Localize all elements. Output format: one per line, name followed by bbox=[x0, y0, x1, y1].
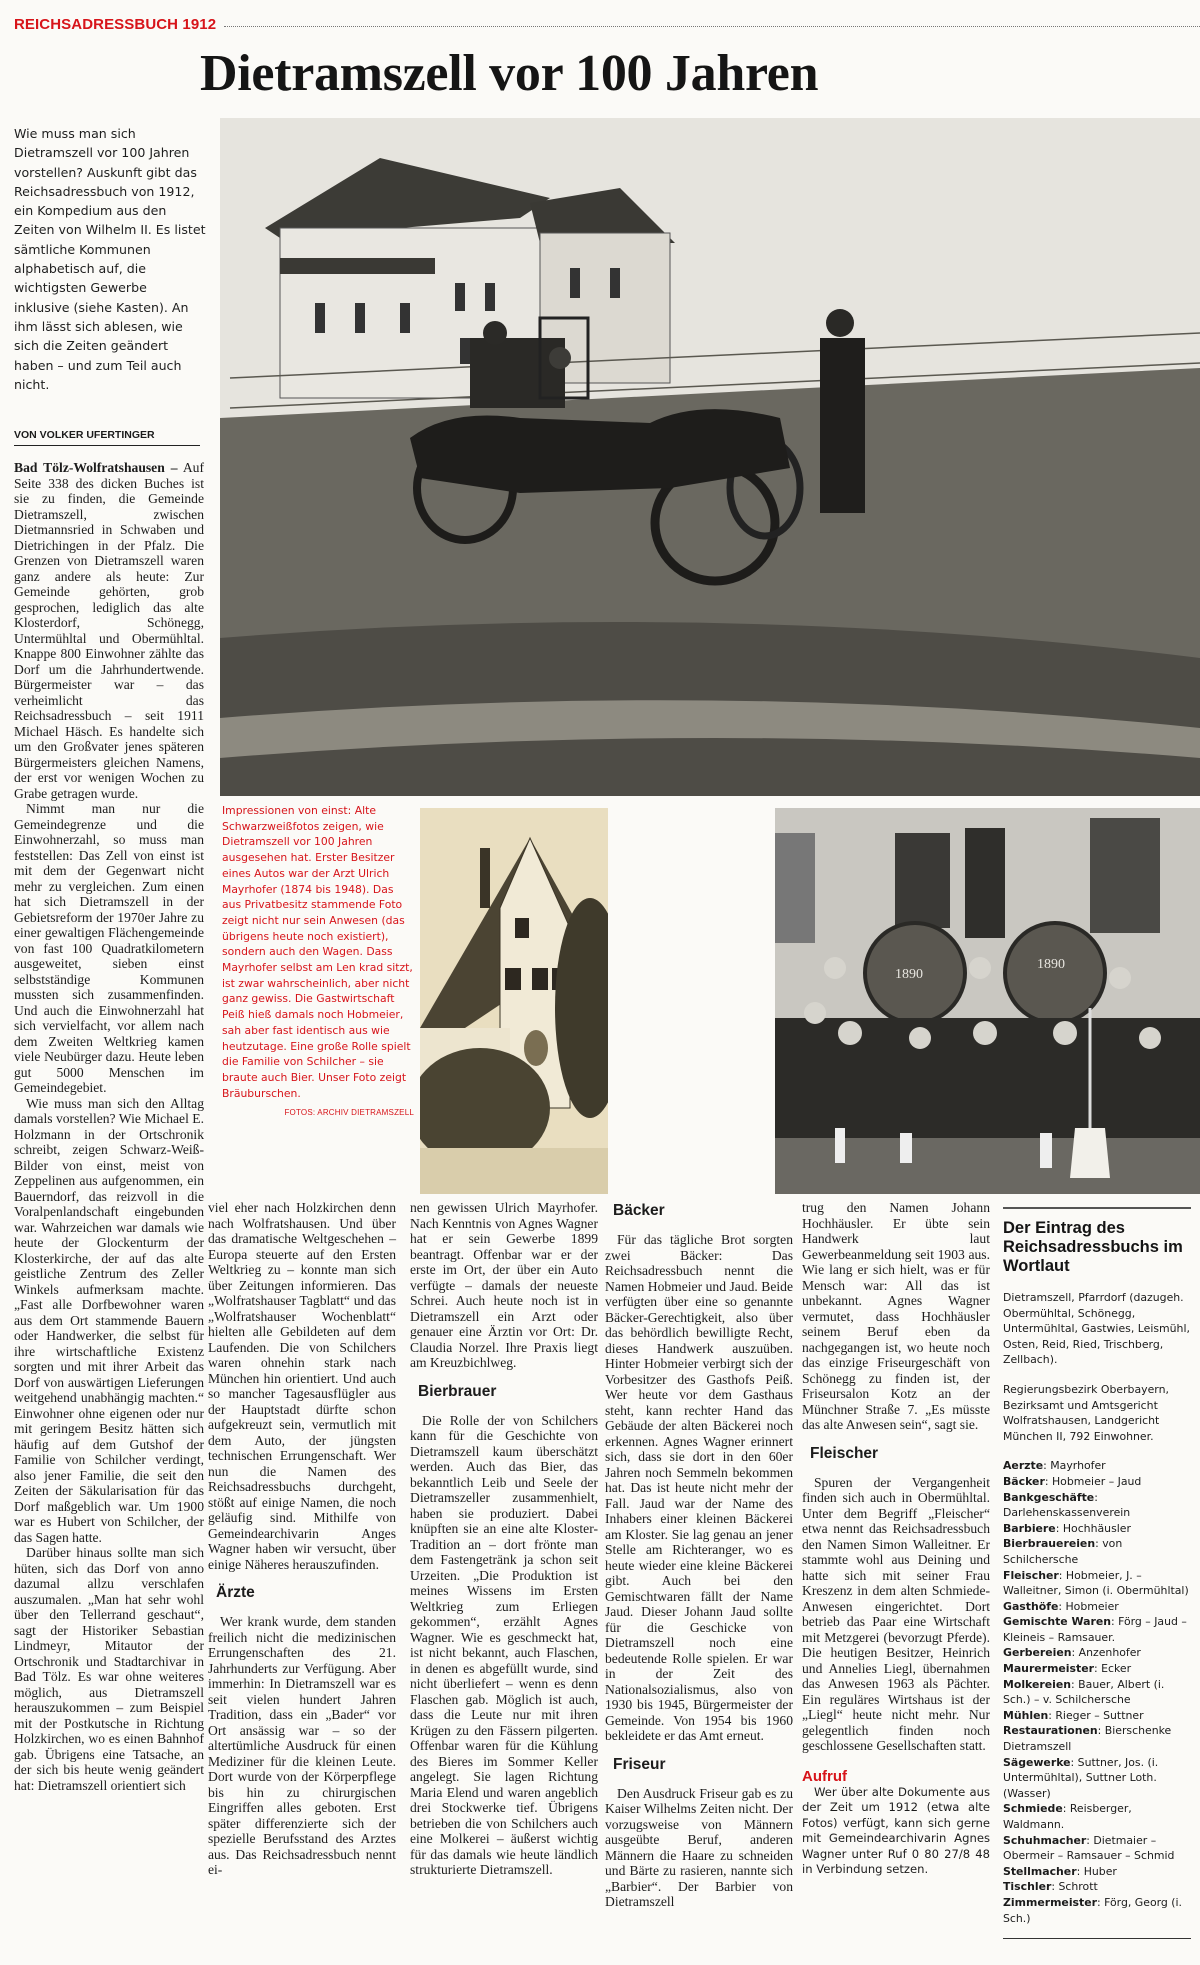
trade-entry: Molkereien: Bauer, Albert (i. Sch.) – v. Schilchersche bbox=[1003, 1677, 1165, 1707]
article-paragraph: trug den Namen Johann Hochhäusler. Er übte sein Handwerk laut Gewerbeanmeldung seit 1903 aus. Wie lang er sich hielt, was er für Mensch war: All das ist unbekannt. Agnes Wagner vermutet, dass Hochhäusler seinem Beruf eben da nachgegangen ist, wo heute noch das einzige Friseurgeschäft von Schönegg zu finden ist, der Friseursalon Kotz an der Münchner Straße 7. „Es müsste das alte Anwesen sein“, sagt sie. bbox=[802, 1200, 990, 1432]
trade-names: Förg, Georg (i. Sch.) bbox=[1003, 1895, 1183, 1925]
trade-name: Aerzte bbox=[1003, 1459, 1044, 1473]
trade-entry: Bankgeschäfte: Darlehenskassenverein bbox=[1003, 1490, 1131, 1520]
trade-name: Schuhmacher bbox=[1003, 1833, 1087, 1847]
subhead-fleischer: Fleischer bbox=[810, 1444, 879, 1462]
trade-names: Hobmeier bbox=[1065, 1599, 1119, 1613]
subhead-aerzte: Ärzte bbox=[216, 1584, 255, 1601]
trade-entry: Bierbrauereien: von Schilchersche bbox=[1003, 1537, 1123, 1566]
trade-name: Tischler bbox=[1003, 1880, 1052, 1894]
trade-names: Hobmeier – Jaud bbox=[1051, 1474, 1142, 1488]
gasthaus-photo-icon bbox=[420, 808, 608, 1194]
byline: VON VOLKER UFERTINGER bbox=[14, 429, 200, 446]
brewery-workers-photo-icon bbox=[775, 808, 1200, 1194]
trade-entry: Schuhmacher: Dietmaier – Obermeir – Ramsauer – Schmid bbox=[1003, 1833, 1175, 1863]
lead-teaser: Wie muss man sich Dietramszell vor 100 Jahren vorstellen? Auskunft gibt das Reichsadressbuch von 1912, ein Kompedium aus den Zeiten von Wilhelm II. Es listet sämtliche Kommunen alphabetisch auf, die wichtigsten Gewerbe inklusive (siehe Kasten). An ihm lässt sich ablesen, wie sich die Zeiten geändert haben – und zum Teil auch nicht. bbox=[14, 126, 206, 392]
photo-caption bbox=[222, 803, 414, 1121]
kicker-label: REICHSADRESSBUCH 1912 bbox=[14, 15, 217, 33]
trade-entry: Maurermeister: Ecker bbox=[1003, 1662, 1132, 1676]
article-paragraph bbox=[14, 460, 204, 801]
headline: Dietramszell vor 100 Jahren bbox=[200, 45, 819, 102]
trade-entry: Gerbereien: Anzenhofer bbox=[1003, 1646, 1141, 1660]
trade-entry: Restaurationen: Bierschenke Dietramszell bbox=[1003, 1724, 1172, 1754]
trade-entry: Schmiede: Reisberger, Waldmann. bbox=[1003, 1802, 1132, 1831]
article-column-4 bbox=[605, 1200, 793, 1910]
article-paragraph: Wie muss man sich den Alltag damals vorstellen? Wie Michael E. Holzmann in der Ortschronik schreibt, zeigen Schwarz-Weiß-Bilder von einst, meist von Zeppelinen aus aufgenommen, ein Bauerndorf, das reizvoll in die Voralpenlandschaft eingebunden war. Wahrzeichen war damals wie heute der Glockenturm der Klosterkirche, der auf das alte geistliche Zentrum des Zeller Winkels aufmerksam machte. „Fast alle Dorfbewohner waren aus dem Ort stammende Bauern oder Handwerker, die selbst für ihre wirtschaftliche Existenz sorgten und mit ihrer Arbeit das Dorf von auswärtigen Lieferungen weitgehend unabhängig machten.“ Einwohner ohne eigenen oder nur mit geringem Besitz hätten sich häufig auf dem Gutshof der Familie von Schilcher verdingt, also jener Familie, die seit den Zeiten der Säkularisation für das Dorf maßgeblich war. Um 1900 war es Hubert von Schilcher, der das Sagen hatte. bbox=[14, 1095, 204, 1545]
villa-car-photo-icon bbox=[220, 118, 1200, 796]
trade-entry: Barbiere: Hochhäusler bbox=[1003, 1521, 1131, 1535]
sidebar-box bbox=[1003, 1207, 1191, 1939]
trade-name: Gemischte Waren bbox=[1003, 1615, 1111, 1629]
trade-names: Dietmaier – Obermeir – Ramsauer – Schmid bbox=[1003, 1833, 1175, 1863]
trade-entry: Stellmacher: Huber bbox=[1003, 1864, 1117, 1878]
trade-entry: Fleischer: Hobmeier, J. – Walleitner, Simon (i. Obermühltal) bbox=[1003, 1568, 1189, 1598]
trade-names: Hobmeier, J. – Walleitner, Simon (i. Obermühltal) bbox=[1003, 1568, 1189, 1598]
trade-name: Gerbereien bbox=[1003, 1646, 1072, 1660]
trade-names: von Schilchersche bbox=[1003, 1537, 1123, 1566]
trade-names: Bierschenke Dietramszell bbox=[1003, 1724, 1172, 1754]
trade-entry: Mühlen: Rieger – Suttner bbox=[1003, 1708, 1144, 1722]
trade-names: Rieger – Suttner bbox=[1055, 1708, 1144, 1722]
trade-name: Mühlen bbox=[1003, 1708, 1049, 1722]
subhead-bierbrauer: Bierbrauer bbox=[418, 1382, 497, 1400]
trade-names: Reisberger, Waldmann. bbox=[1003, 1802, 1132, 1831]
sidebar-paragraph: Dietramszell, Pfarrdorf (dazugeh. Obermühltal, Schönegg, Untermühltal, Gastwies, Leismühl, Osten, Reid, Ried, Trischberg, Zellbach). bbox=[1003, 1291, 1190, 1367]
article-paragraph: Für das tägliche Brot sorgten zwei Bäcker: Das Reichsadressbuch nennt die Namen Hobmeier und Jaud. Beide verfügten über eine so genannte Bäcker-Gerechtigkeit, also über das behördlich bewilligte Recht, dieses Handwerk auszuüben. Hinter Hobmeier verbirgt sich der Vorbesitzer des Gasthofs Peiß. Wer heute vor dem Gasthaus steht, kann rechter Hand das Gebäude der alten Bäckerei noch erkennen. Agnes Wagner erinnert sich, dass sie dort in den 60er Jahren noch Semmeln bekommen hat. Das ist heute nicht mehr der Fall. Jaud war der Name des Inhabers einer kleinen Bäckerei am Kloster. Sie lag genau an jener Stelle am Richteranger, wo es heute wieder eine kleine Bäckerei gibt. Auch bei den Gemischtwaren fällt der Name Jaud. Dieser Johann Jaud sollte für die Geschicke von Dietramszell noch eine bedeutende Rolle spielen. Er war in der Zeit des Nationalsozialismus, also von 1930 bis 1945, Bürgermeister der Gemeinde. Von 1954 bis 1960 bekleidete er das Amt erneut. bbox=[605, 1232, 793, 1743]
trade-entry: Aerzte: Mayrhofer bbox=[1003, 1459, 1106, 1473]
aufruf-title: Aufruf bbox=[802, 1767, 847, 1785]
article-column-2 bbox=[208, 1200, 396, 1878]
trade-name: Gasthöfe bbox=[1003, 1599, 1059, 1613]
sidebar-title: Der Eintrag des Reichsadressbuchs im Wortlaut bbox=[1003, 1219, 1183, 1275]
article-column-3 bbox=[410, 1200, 598, 1878]
caption-text: Impressionen von einst: Alte Schwarzweißfotos zeigen, wie Dietramszell vor 100 Jahren ausgesehen hat. Erster Besitzer eines Autos war der Arzt Ulrich Mayrhofer (1874 bis 1948). Das aus Privatbesitz stammende Foto zeigt nicht nur sein Anwesen (das übrigens heute noch existiert), sondern auch den Wagen. Dass Mayrhofer selbst am Len krad sitzt, ist zwar wahrscheinlich, aber nicht ganz gewiss. Die Gastwirtschaft Peiß hieß damals noch Hobmeier, sah aber fast identisch aus wie heutzutage. Eine große Rolle spielt die Familie von Schilcher – sie braute auch Bier. Unser Foto zeigt Bräuburschen. bbox=[222, 804, 413, 1100]
trade-name: Bankgeschäfte bbox=[1003, 1490, 1095, 1504]
trade-list bbox=[1003, 1458, 1191, 1926]
trade-name: Schmiede bbox=[1003, 1802, 1063, 1816]
trade-names: Darlehenskassenverein bbox=[1003, 1506, 1131, 1520]
article-paragraph: nen gewissen Ulrich Mayrhofer. Nach Kenntnis von Agnes Wagner hat er sein Gewerbe 1899 beantragt. Offenbar war er der erste im Ort, der über ein Auto verfügte – damals der neueste Schrei. Auch heute noch ist in Dietramszell ein Arzt oder genauer eine Ärztin vor Ort: Dr. Claudia Norzel. Ihre Praxis liegt am Kreuzbichlweg. bbox=[410, 1200, 598, 1370]
trade-name: Barbiere bbox=[1003, 1521, 1056, 1535]
article-column-1 bbox=[14, 460, 204, 1793]
article-paragraph: Spuren der Vergangenheit finden sich auch in Obermühltal. Unter dem Begriff „Fleischer“ etwa nennt das Reichsadressbuch den Namen Simon Walleitner. Er stammte wohl aus Deining und hatte sich mit seiner Frau Kreszenz in dem alten Schmiede-Anwesen eingerichtet. Dort betrieb das Paar eine Wirtschaft mit Metzgerei (bevorzugt Pferde). Die heutigen Besitzer, Heinrich und Annelies Liegl, übernahmen das Anwesen 1963 als Pächter. Ein reguläres Wirtshaus ist der „Liegl“ heute nicht mehr. Nur gelegentlich finden noch geschlossene Gesellschaften statt. bbox=[802, 1474, 990, 1753]
trade-name: Stellmacher bbox=[1003, 1864, 1077, 1878]
trade-entry: Gasthöfe: Hobmeier bbox=[1003, 1599, 1119, 1613]
subhead-baecker: Bäcker bbox=[613, 1202, 665, 1219]
photo-credit: FOTOS: ARCHIV DIETRAMSZELL bbox=[284, 1108, 414, 1118]
trade-names: Schrott bbox=[1058, 1880, 1098, 1894]
trade-names: Hochhäusler bbox=[1062, 1521, 1131, 1535]
photo-villa-automobile bbox=[220, 118, 1200, 796]
aufruf-text: Wer über alte Dokumente aus der Zeit um 1912 (etwa alte Fotos) verfügt, kann sich gerne mit Gemeindearchivarin Agnes Wagner unter Ruf 0 80 27/8 48 in Verbindung setzen. bbox=[802, 1784, 990, 1876]
photo-braeuburschen bbox=[775, 808, 1200, 1194]
article-paragraph: Wer krank wurde, dem standen freilich nicht die medizinischen Errungenschaften des 21. Jahrhunderts zur Verfügung. Aber immerhin: In Dietramszell war es seit vielen hundert Jahren Tradition, dass ein „Bader“ vor Ort ansässig war – so der altertümliche Ausdruck für einen Mediziner für die kleinen Leute. Dort wurde von der Körperpflege bis hin zu chirurgischen Eingriffen alles geboten. Erst später differenzierte sich der spezielle Berufsstand des Arztes aus. Das Reichsadressbuch nennt ei- bbox=[208, 1614, 396, 1877]
article-paragraph: Die Rolle der von Schilchers kann für die Geschichte von Dietramszell kaum überschätzt werden. Auch das Bier, das bekanntlich Leib und Seele der Dietramszeller zusammenhielt, haben sie produziert. Dabei knüpften sie an eine alte Kloster-Tradition an – dort frönte man dem Fastengetränk ja schon seit Urzeiten. „Die Produktion ist meines Wissens im Ersten Weltkrieg zum Erliegen gekommen“, erzählt Agnes Wagner. Wie es geschmeckt hat, ist nicht bekannt, auch Flaschen, in denen es abgefüllt wurde, sind nicht überliefert – wenn es denn Flaschen gab. Möglich ist auch, dass die Leute nur mit ihren Krügen zu den Fässern pilgerten. Offenbar waren für die Kühlung des Bieres im Sommer Keller angelegt. Sie lagen Richtung Maria Elend und waren angeblich drei Stockwerke tief. Übrigens betrieben die von Schilchers auch eine Molkerei – äußerst wichtig für das damals wie heute ländlich strukturierte Dietramszell. bbox=[410, 1412, 598, 1877]
trade-entry: Sägewerke: Suttner, Jos. (i. Untermühltal), Suttner Loth. (Wasser) bbox=[1003, 1755, 1159, 1800]
trade-name: Maurermeister bbox=[1003, 1662, 1094, 1676]
trade-name: Zimmermeister bbox=[1003, 1895, 1097, 1909]
article-paragraph: viel eher nach Holzkirchen denn nach Wolfratshausen. Und über das dramatische Weltgeschehen – Europa steuerte auf den Ersten Weltkrieg zu – konnte man sich über Zeitungen informieren. Das „Wolfratshauser Tagblatt“ und das „Wolfratshauser Wochenblatt“ hielten alle Gebildeten auf dem Laufenden. Die von Schilchers waren ohnehin stark nach München hin orientiert. Und auch so mancher Tagesausflügler aus der Hauptstadt dürfte schon aufgekreuzt sein, vermutlich mit dem Auto, der jüngsten technischen Errungenschaft. Wer nun die Namen des Reichsadressbuchs durchgeht, stößt auf einige Namen, die noch geläufig sind. Mithilfe von Gemeindearchivarin Anges Wagner haben wir versucht, über einige Näheres herauszufinden. bbox=[208, 1200, 396, 1572]
trade-entry: Zimmermeister: Förg, Georg (i. Sch.) bbox=[1003, 1895, 1183, 1925]
svg-text:1890: 1890 bbox=[1037, 957, 1065, 972]
trade-entry: Tischler: Schrott bbox=[1003, 1880, 1098, 1894]
trade-name: Restaurationen bbox=[1003, 1724, 1098, 1738]
trade-names: Suttner, Jos. (i. Untermühltal), Suttner Loth. (Wasser) bbox=[1003, 1755, 1159, 1800]
trade-names: Huber bbox=[1083, 1864, 1117, 1878]
trade-names: Bauer, Albert (i. Sch.) – v. Schilchersche bbox=[1003, 1677, 1165, 1707]
article-paragraph: Nimmt man nur die Gemeindegrenze und die Einwohnerzahl, so muss man feststellen: Das Zell von einst ist mit dem der Gegenwart nicht mehr zu vergleichen. Zum einen hat sich Dietramszell in der Gebietsreform der 1970er Jahre zu einer gewaltigen Flächengemeinde von fast 100 Quadratkilometern ausgeweitet, sieben einst selbstständige Kommunen mussten sich zusammenfinden. Und auch die Einwohnerzahl hat sich vervielfacht, vor allem nach dem Zweiten Weltkrieg kamen viele Neubürger dazu. Heute leben gut 5000 Menschen im Gemeindegebiet. bbox=[14, 801, 204, 1095]
section-kicker bbox=[14, 14, 1200, 34]
trade-names: Mayrhofer bbox=[1050, 1459, 1106, 1473]
trade-names: Förg – Jaud – Kleineis – Ramsauer. bbox=[1003, 1615, 1187, 1644]
trade-name: Bierbrauereien bbox=[1003, 1537, 1096, 1551]
trade-names: Ecker bbox=[1101, 1662, 1132, 1676]
paragraph-text: Auf Seite 338 des dicken Buches ist sie zu finden, die Gemeinde Dietramszell, zwischen Dietmannsried in Schwaben und Dietrichingen in der Pfalz. Die Grenzen von Dietramszell waren ganz andere als heute: Zur Gemeinde gehörten, grob gesprochen, lediglich das alte Klosterdorf, Schönegg, Untermühltal und Obermühltal. Knappe 800 Einwohner zählte das Dorf um die Jahrhundertwende. Bürgermeister war – das verheimlicht das Reichsadressbuch – seit 1911 Michael Häsch. Es handelte sich um den Großvater jenes späteren Bürgermeisters gleichen Namens, der erst vor wenigen Wochen zu Grabe getragen wurde. bbox=[14, 460, 204, 801]
trade-name: Bäcker bbox=[1003, 1474, 1045, 1488]
sidebar-end-rule bbox=[1003, 1938, 1191, 1939]
trade-name: Molkereien bbox=[1003, 1677, 1072, 1691]
article-paragraph: Darüber hinaus sollte man sich hüten, sich das Dorf von anno dazumal allzu verschlafen auszumalen. „Man hat sehr wohl über den Tellerrand geschaut“, sagt der Historiker Sebastian Lindmeyr, Mitautor der Ortschronik und Stadtarchivar in Bad Tölz. Es war ohne weiteres möglich, aus Dietramszell herauszukommen – zum Beispiel mit der Postkutsche in Richtung Holzkirchen, wo es einen Bahnhof gab. Übrigens eine Tatsache, an der sich bis heute wenig geändert hat: Dietramszell orientiert sich bbox=[14, 1545, 204, 1793]
article-column-5 bbox=[802, 1200, 990, 1878]
kicker-dotted-rule bbox=[224, 26, 1200, 27]
trade-entry: Gemischte Waren: Förg – Jaud – Kleineis – Ramsauer. bbox=[1003, 1615, 1187, 1644]
trade-names: Anzenhofer bbox=[1078, 1646, 1141, 1660]
article-paragraph: Den Ausdruck Friseur gab es zu Kaiser Wilhelms Zeiten nicht. Der vorzugsweise von Männern ausgeübte Beruf, anderen Männern die Haare zu schneiden und Bärte zu rasieren, nannte sich „Barbier“. Der Barbier von Dietramszell bbox=[605, 1785, 793, 1909]
svg-text:1890: 1890 bbox=[895, 967, 923, 982]
photo-gasthaus bbox=[420, 808, 608, 1194]
sidebar-paragraph: Regierungsbezirk Oberbayern, Bezirksamt und Amtsgericht Wolfratshausen, Landgericht München II, 792 Einwohner. bbox=[1003, 1382, 1169, 1443]
subhead-friseur: Friseur bbox=[613, 1755, 666, 1773]
dateline: Bad Tölz-Wolfratshausen – bbox=[14, 460, 178, 475]
trade-entry: Bäcker: Hobmeier – Jaud bbox=[1003, 1474, 1142, 1488]
trade-name: Fleischer bbox=[1003, 1568, 1059, 1582]
trade-name: Sägewerke bbox=[1003, 1755, 1071, 1769]
